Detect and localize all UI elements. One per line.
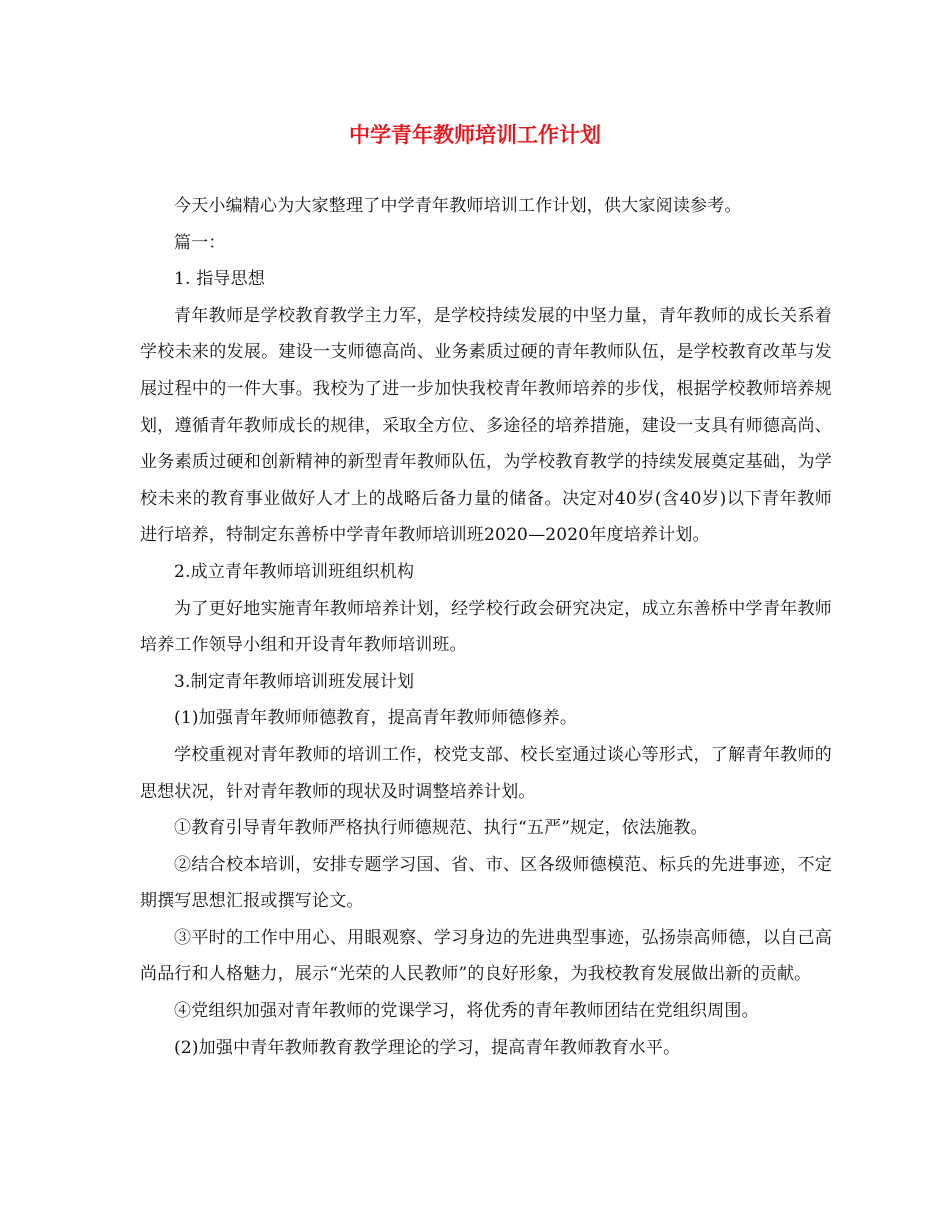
list-item-2: ②结合校本培训，安排专题学习国、省、市、区各级师德模范、标兵的先进事迹，不定期撰写思想汇报或撰写论文。 bbox=[140, 854, 832, 912]
paragraph-organization: 为了更好地实施青年教师培养计划，经学校行政会研究决定，成立东善桥中学青年教师培养工作领导小组和开设青年教师培训班。 bbox=[140, 598, 832, 656]
subsection-heading-theory: (2)加强中青年教师教育教学理论的学习，提高青年教师教育水平。 bbox=[174, 1037, 681, 1058]
paragraph-part-one: 篇一： bbox=[174, 232, 226, 253]
paragraph-training-work: 学校重视对青年教师的培训工作，校党支部、校长室通过谈心等形式，了解青年教师的思想状况，针对青年教师的现状及时调整培养计划。 bbox=[140, 744, 832, 802]
document-body bbox=[140, 188, 832, 1066]
document-title: 中学青年教师培训工作计划 bbox=[349, 122, 601, 147]
list-item-1: ①教育引导青年教师严格执行师德规范、执行“五严”规定，依法施教。 bbox=[174, 818, 708, 839]
paragraph-guiding-thought: 青年教师是学校教育教学主力军，是学校持续发展的中坚力量，青年教师的成长关系着学校未来的发展。建设一支师德高尚、业务素质过硬的青年教师队伍，是学校教育改革与发展过程中的一件大事。我校为了进一步加快我校青年教师培养的步伐，根据学校教师培养规划，遵循青年教师成长的规律，采取全方位、多途径的培养措施，建设一支具有师德高尚、业务素质过硬和创新精神的新型青年教师队伍，为学校教育教学的持续发展奠定基础，为学校未来的教育事业做好人才上的战略后备力量的储备。决定对40岁(含40岁)以下青年教师进行培养，特制定东善桥中学青年教师培训班2020—2020年度培养计划。 bbox=[140, 305, 832, 546]
section-heading-organization: 2.成立青年教师培训班组织机构 bbox=[174, 561, 415, 582]
paragraph-intro: 今天小编精心为大家整理了中学青年教师培训工作计划，供大家阅读参考。 bbox=[174, 196, 742, 216]
section-heading-development-plan: 3.制定青年教师培训班发展计划 bbox=[174, 671, 415, 692]
list-item-4: ④党组织加强对青年教师的党课学习，将优秀的青年教师团结在党组织周围。 bbox=[174, 1001, 759, 1022]
list-item-3: ③平时的工作中用心、用眼观察、学习身边的先进典型事迹，弘扬崇高师德，以自己高尚品行和人格魅力，展示“光荣的人民教师”的良好形象，为我校教育发展做出新的贡献。 bbox=[140, 927, 832, 985]
subsection-heading-ethics: (1)加强青年教师师德教育，提高青年教师师德修养。 bbox=[174, 708, 578, 729]
section-heading-guiding-thought: 1. 指导思想 bbox=[174, 269, 266, 290]
